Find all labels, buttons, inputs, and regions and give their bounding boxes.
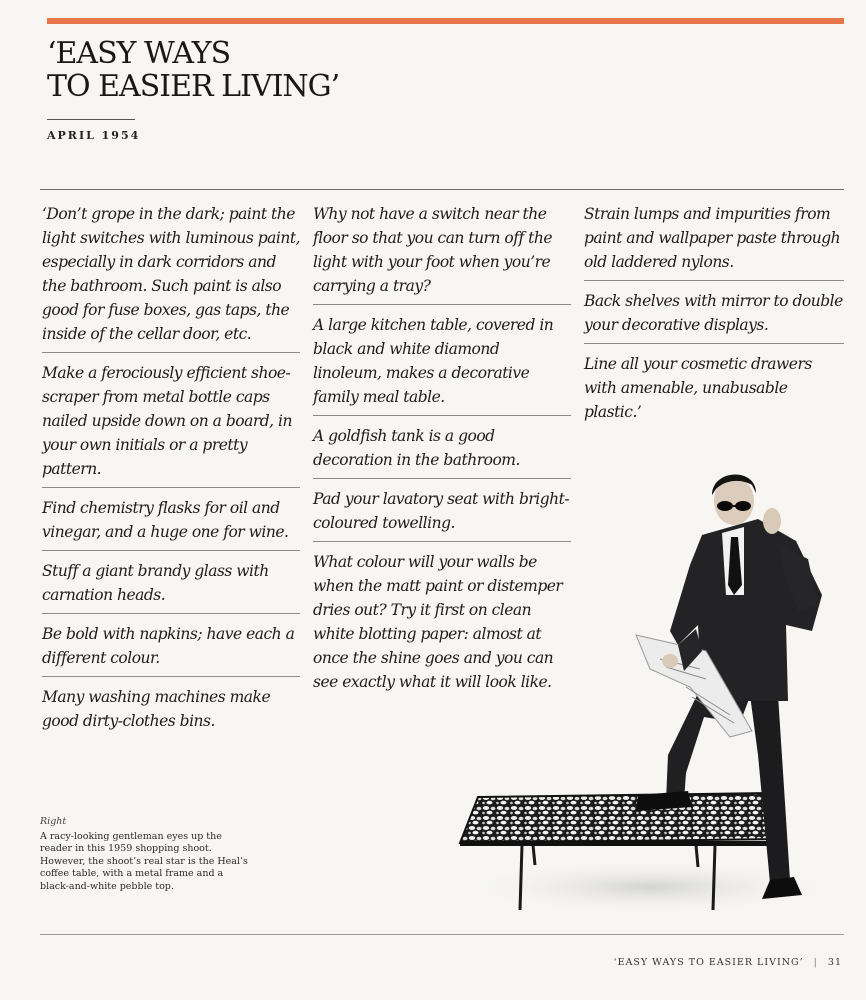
tip-item: A goldfish tank is a good decoration in the bathroom. [313,422,571,479]
caption-text: A racy-looking gentleman eyes up the reader in this 1959 shopping shoot. However, the shoot’s real star is the Heal’s coffee table, with a metal frame and a black-and-white pebble top. [40,830,248,892]
footer-separator: | [813,957,818,968]
man-with-coffee-table-photo [440,455,860,925]
page-title [47,37,339,103]
tip-item: Pad your lavatory seat with bright-coloured towelling. [313,485,571,542]
photo-caption [40,816,255,893]
title-line-2: TO EASIER LIVING’ [47,69,340,104]
caption-label: Right [40,816,67,827]
body-top-rule [40,189,844,190]
tip-item: Back shelves with mirror to double your decorative displays. [584,287,844,344]
tip-item: Strain lumps and impurities from paint and wallpaper paste through old laddered nylons. [584,200,844,281]
hand-holding-paper [662,654,678,668]
bottom-rule [40,934,844,935]
table-frame [460,841,782,846]
title-line-1: ‘EASY WAYS [47,36,231,71]
page-number: 31 [827,957,842,968]
raised-hand [763,508,781,534]
tip-item: Why not have a switch near the floor so that you can turn off the light with your foot when you’re carrying a tray? [313,200,571,305]
pebble-table-top [460,793,782,843]
tip-item: What colour will your walls be when the matt paint or distemper dries out? Try it first on clean white blotting paper: almost at once the shine goes and you can see exactly what it will look like. [313,553,563,691]
tip-item: A large kitchen table, covered in black and white diamond linoleum, makes a decorative family meal table. [313,311,571,416]
page-footer [614,957,842,968]
orange-top-rule [47,18,844,24]
man-back-leg [750,695,790,883]
tip-item: ‘Don’t grope in the dark; paint the light switches with luminous paint, especially in dark corridors and the bathroom. Such paint is also good for fuse boxes, gas taps, the inside of the cellar door, etc. [42,200,300,353]
tip-item: Be bold with napkins; have each a different colour. [42,620,300,677]
date-label: APRIL 1954 [47,129,141,142]
tip-item: Line all your cosmetic drawers with amenable, unabusable plastic.’ [584,355,812,421]
tips-column-3 [584,200,844,436]
running-title: ‘EASY WAYS TO EASIER LIVING’ [613,957,804,968]
tip-item: Many washing machines make good dirty-clothes bins. [42,688,271,730]
date-rule [47,119,135,120]
tip-item: Make a ferociously efficient shoe-scraper from metal bottle caps nailed upside down on a board, in your own initials or a pretty pattern. [42,359,300,488]
tips-column-1 [42,200,300,745]
tip-item: Stuff a giant brandy glass with carnation heads. [42,557,300,614]
tip-item: Find chemistry flasks for oil and vinegar, and a huge one for wine. [42,494,300,551]
